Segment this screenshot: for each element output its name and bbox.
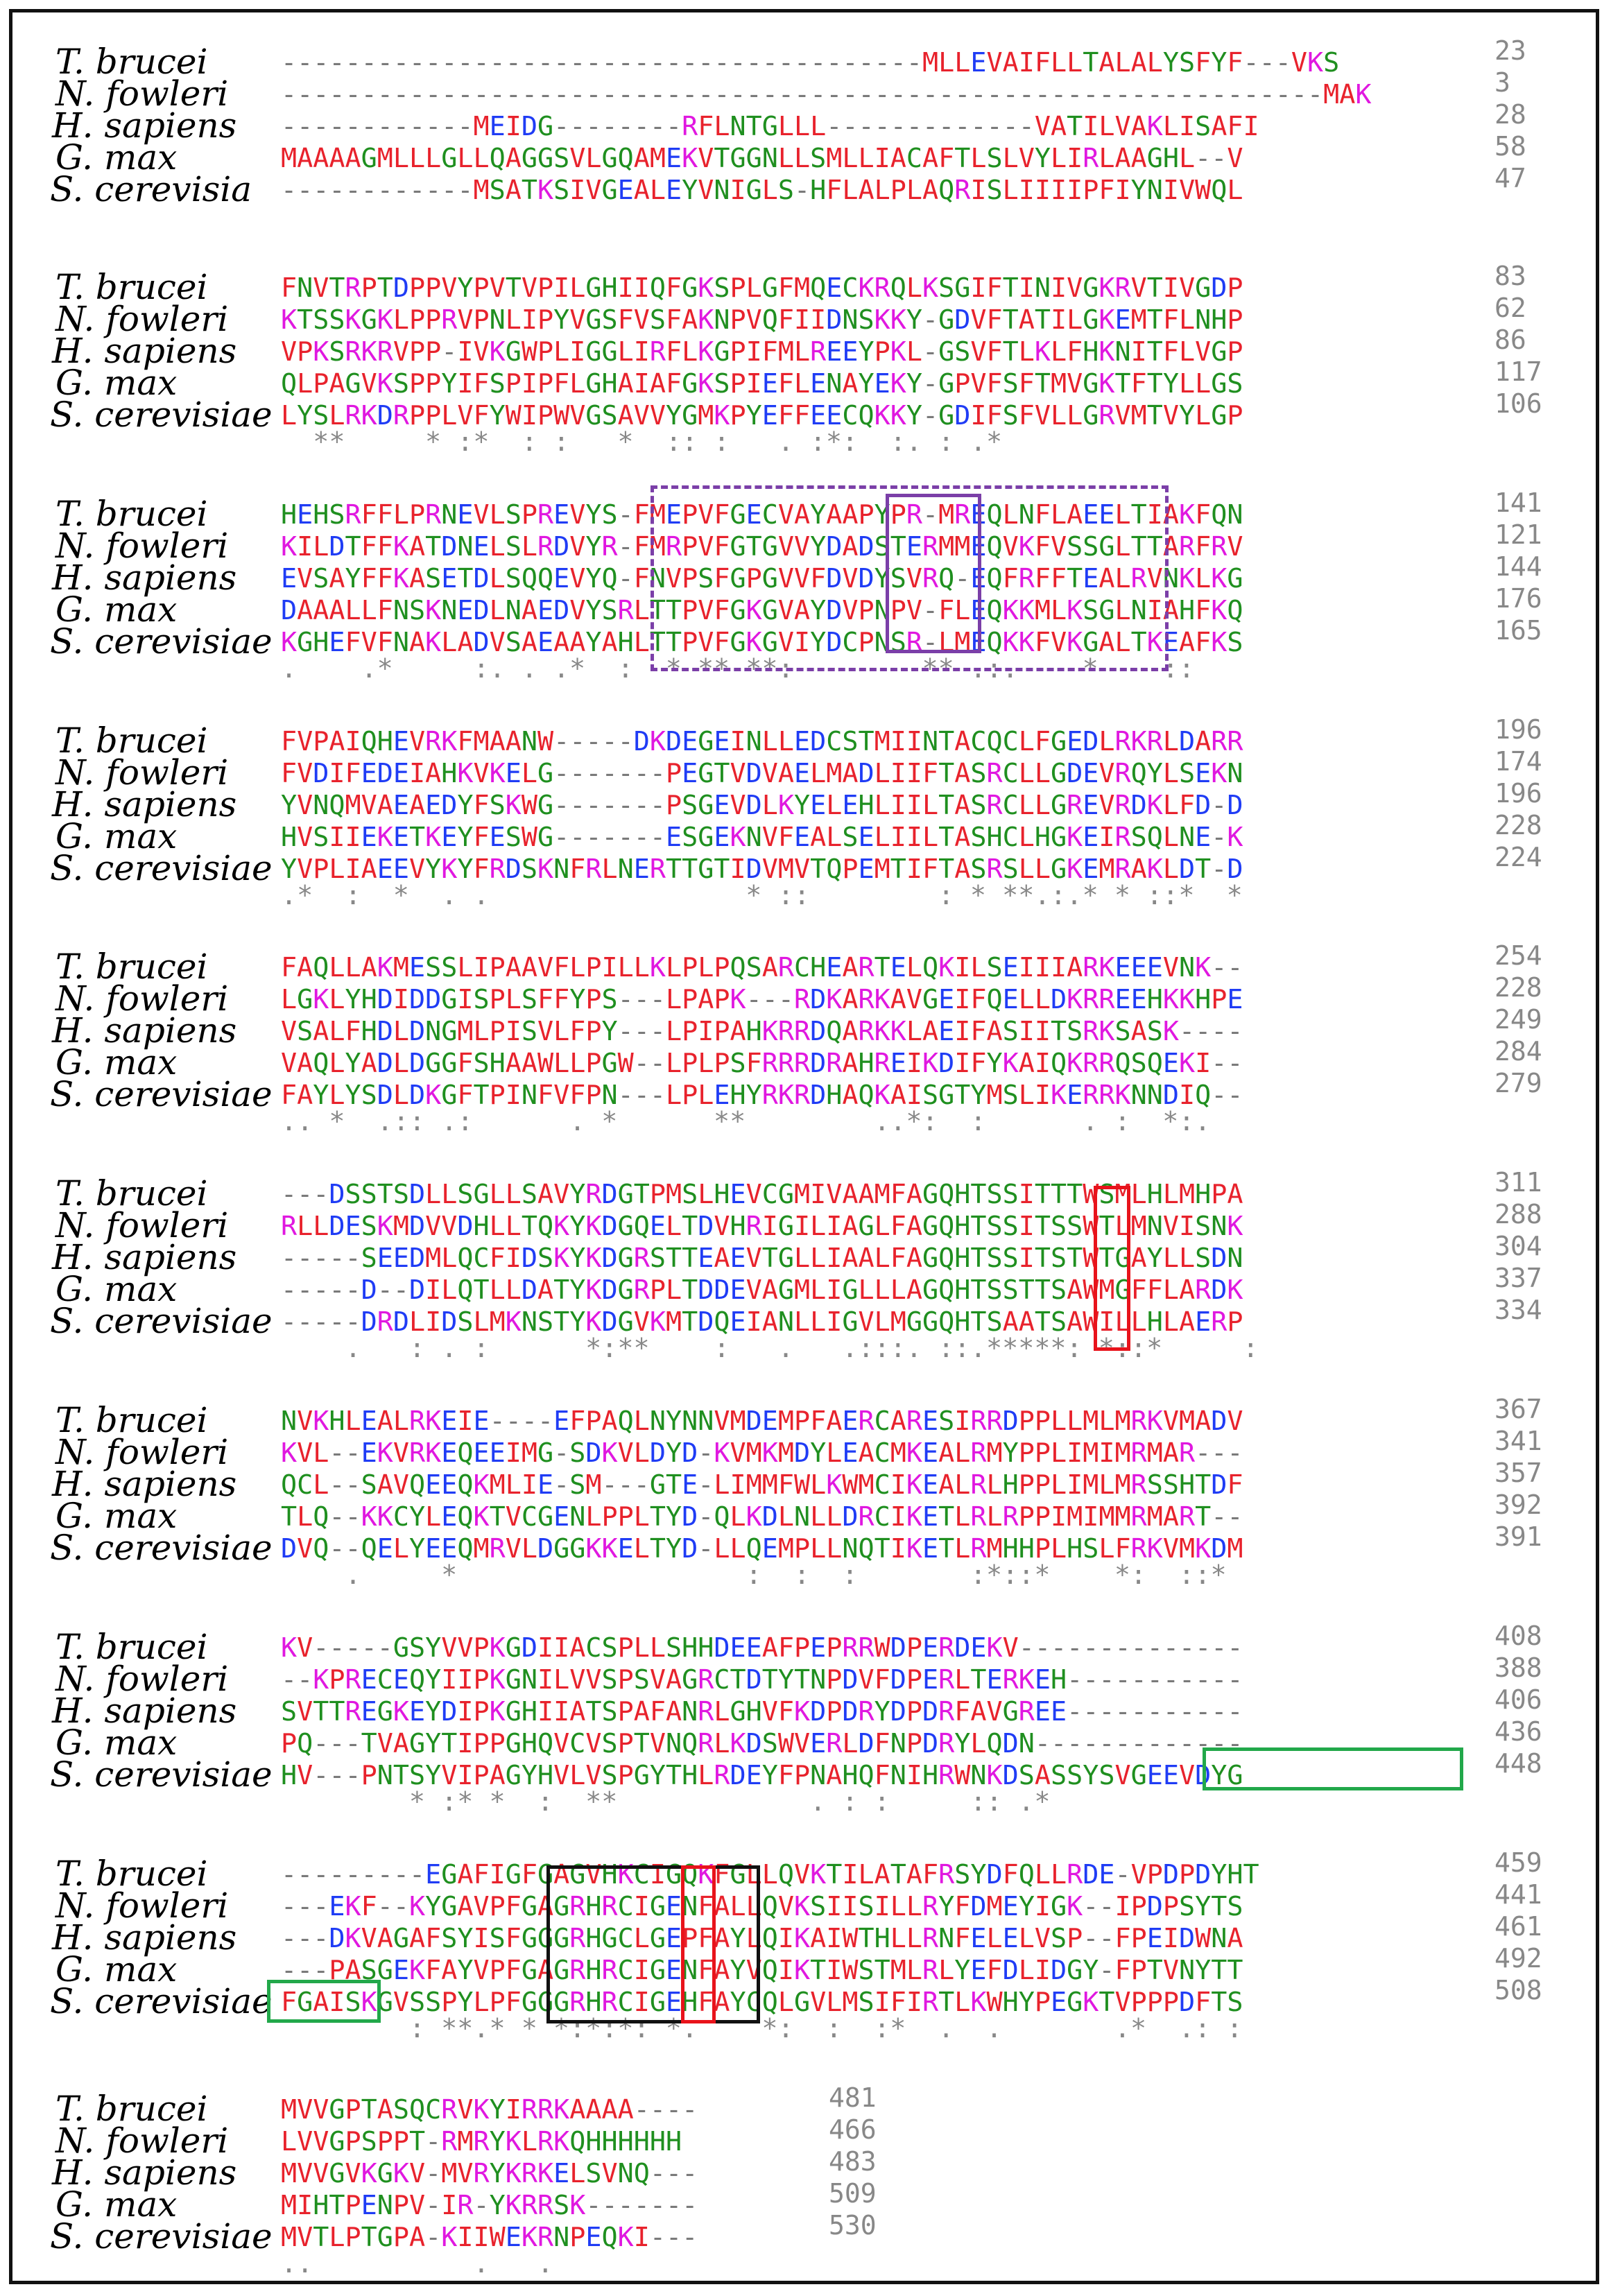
sequence-row: MVVGVKGKV-MVRYKRKELSVNQ---	[281, 2158, 698, 2189]
position-number: 408	[1494, 1621, 1542, 1651]
position-number: 228	[1494, 972, 1542, 1003]
species-name: N. fowleri	[55, 1659, 229, 1699]
sequence-row: VSALFHDLDNGMLPISVLFPY---LPIPAHKRRDQARKKLAEIFASIITSRKSASK----	[281, 1016, 1243, 1047]
species-name: H. sapiens	[52, 1917, 237, 1958]
sequence-row: HVSIIEKETKEYFESWG-------ESGEKNVFEALSELIILTASHCLHGKEIRSQLNE-K	[281, 822, 1243, 853]
conservation-row: .* : * . . * :: : * **.:.* * ::* *	[281, 880, 1243, 911]
sequence-row: MAAAAGMLLLGLLQAGGSVLGQAMEKVTGGNLLSMLLIACAFTLSLVYLIRLAAGHL--V	[281, 143, 1243, 174]
species-name: S. cerevisia	[50, 169, 252, 209]
sequence-row: -----------------------------------------------------------------MAK	[281, 79, 1372, 110]
species-name: N. fowleri	[55, 752, 229, 793]
sequence-row: KILDTFFKATDNELSLRDVYR-FMRPVFGTGVVYDADSTERMMEQVKFVSSGLTTARFRV	[281, 531, 1243, 562]
species-name: T. brucei	[55, 494, 208, 534]
species-name: S. cerevisiae	[50, 1301, 273, 1341]
position-number: 530	[829, 2210, 877, 2241]
conservation-row: .. * .:: .: . * ** ..*: : . : *:.	[281, 1106, 1211, 1137]
species-name: S. cerevisiae	[50, 2216, 273, 2256]
position-number: 106	[1494, 388, 1542, 419]
sequence-row: VPKSRKRVPP-IVKGWPLIGGLIRFLKGPIFMLREEYPKL-GSVFTLKLFHKNITFLVGP	[281, 336, 1243, 368]
species-name: T. brucei	[55, 947, 208, 987]
species-name: S. cerevisiae	[50, 621, 273, 662]
position-number: 392	[1494, 1490, 1542, 1520]
species-name: G. max	[55, 589, 178, 630]
sequence-row: VAQLYADLDGGFSHAAWLLPGW--LPLPSFRRRDRAHREIKDIFYKAIQKRRQSQEKI--	[281, 1048, 1243, 1079]
sequence-row: FGAISKGVSSPYLPFGGGRHRCIGEHFAYCQLGVLMSIFIRTLKWHYPEGKTVPPPDFTS	[281, 1987, 1243, 2018]
species-name: G. max	[55, 1496, 178, 1536]
conservation-row: . * : : : :*::* *: ::*	[281, 1560, 1227, 1591]
species-name: G. max	[55, 137, 178, 178]
sequence-row: -----SEEDMLQCFIDSKYKDGRSTTEAEVTGLLIAALFAGQHTSSITSTWTGAYLLSDN	[281, 1243, 1243, 1274]
position-number: 391	[1494, 1521, 1542, 1552]
position-number: 58	[1494, 131, 1526, 162]
sequence-row: FVPAIQHEVRKFMAANW-----DKDEGEINLLEDCSTMIINTACQCLFGEDLRKRLDARR	[281, 726, 1243, 757]
species-name: T. brucei	[55, 42, 208, 82]
sequence-row: ---DKVAGAFSYISFGGGRHGCLGEPFAYLQIKAIWTHLLRNFELELVSP--FPEIDWNA	[281, 1923, 1243, 1954]
species-name: H. sapiens	[52, 1691, 237, 1731]
species-name: H. sapiens	[52, 1010, 237, 1051]
position-number: 448	[1494, 1748, 1542, 1779]
position-number: 288	[1494, 1199, 1542, 1229]
position-number: 141	[1494, 487, 1542, 518]
sequence-row: ---EKF--KYGAVPFGAGRHRCIGENFALLQVKSIISILLRYFDMEYIGK--IPDPSYTS	[281, 1891, 1243, 1922]
sequence-row: FVDIFEDEIAHKVKELG-------PEGTVDVAELMADLIIFTASRCLLGDEVRQYLSEKN	[281, 758, 1243, 789]
position-number: 3	[1494, 67, 1510, 98]
cysteine-red-box	[681, 1865, 716, 2023]
green-insertion-box-bottom	[267, 1980, 381, 2023]
sequence-row: YVNQMVAEAEDYFSKWG-------PSGEVDLKYELEHLIILTASRCLLGREVRDKLFD-D	[281, 790, 1243, 821]
sequence-row: SVTTREGKEYDIPKGHIIATSPAFANRLGHVFKDPDRYDPDRFAVGREE-----------	[281, 1696, 1243, 1727]
species-name: H. sapiens	[52, 558, 237, 598]
conservation-row: .. . .	[281, 2248, 553, 2279]
position-number: 28	[1494, 99, 1526, 130]
position-number: 47	[1494, 163, 1526, 193]
sequence-row: LGKLYHDIDDGISPLSFFYPS---LPAPK---RDKARKAVGEIFQELLDKRREEHKKHPE	[281, 984, 1243, 1015]
sequence-row: HEHSRFFLPRNEVLSPREVYS-FMEPVFGECVAYAAPYPR-MREQLNFLAEELTIAKFQN	[281, 499, 1243, 530]
position-number: 83	[1494, 261, 1526, 291]
green-insertion-box-top	[1203, 1747, 1463, 1790]
species-name: H. sapiens	[52, 331, 237, 371]
species-name: N. fowleri	[55, 299, 229, 339]
heme-binding-black-box	[546, 1865, 760, 2023]
position-number: 249	[1494, 1004, 1542, 1035]
position-number: 196	[1494, 714, 1542, 745]
position-number: 174	[1494, 746, 1542, 777]
species-name: T. brucei	[55, 1400, 208, 1440]
conservation-row: ** * :* : : * :: : . :*: :. : .*	[281, 426, 1003, 458]
species-name: G. max	[55, 1949, 178, 1989]
sequence-row: FAQLLAKMESSLIPAAVFLPILLKLPLPQSARCHEARTELQKILSEIIIARKEEEVNK--	[281, 952, 1243, 983]
species-name: N. fowleri	[55, 1205, 229, 1245]
position-number: 483	[829, 2146, 877, 2177]
sequence-row: FAYLYSDLDKGFTPINFVFPN---LPLEHYRKRDHAQKAISGTYMSLIKERRKNNDIQ--	[281, 1080, 1243, 1111]
position-number: 337	[1494, 1263, 1542, 1293]
sequence-row: MVVGPTASQCRVKYIRRKAAAA----	[281, 2094, 698, 2125]
conservation-row: : **.* * *:*:*: *. *: : :* . . .* .: :	[281, 2013, 1243, 2044]
sequence-row: YVPLIAEEVYKYFRDSKNFRLNERTTGTIDVMVTQPEMTIFTASRSLLGKEMRAKLDT-D	[281, 854, 1243, 885]
sequence-row: ------------MEIDG--------RFLNTGLLL-------------VATILVAKLISAFI	[281, 111, 1259, 142]
species-name: G. max	[55, 816, 178, 856]
sequence-row: MVTLPTGPA-KIIWEKRNPEQKI---	[281, 2222, 698, 2253]
sequence-row: HV---PNTSYVIPAGYHVLVSPGYTHLRDEYFPNAHQFNIHRWNKDSASSYSVGEEVDYG	[281, 1760, 1243, 1791]
position-number: 121	[1494, 519, 1542, 550]
conservation-row: * :* * : ** . : : :: .*	[281, 1786, 1051, 1818]
position-number: 492	[1494, 1943, 1542, 1974]
species-name: N. fowleri	[55, 2121, 229, 2161]
species-name: T. brucei	[55, 267, 208, 307]
position-number: 388	[1494, 1652, 1542, 1683]
species-name: T. brucei	[55, 1627, 208, 1667]
species-name: T. brucei	[55, 1173, 208, 1214]
position-number: 357	[1494, 1458, 1542, 1488]
species-name: N. fowleri	[55, 1432, 229, 1472]
position-number: 304	[1494, 1231, 1542, 1261]
species-name: N. fowleri	[55, 74, 229, 114]
species-name: H. sapiens	[52, 1464, 237, 1504]
position-number: 341	[1494, 1426, 1542, 1456]
position-number: 466	[829, 2114, 877, 2145]
sequence-row: PQ---TVAGYTIPPGHQVCVSPTVNQRLKDSWVERLDFNPDRYLQDN-------------	[281, 1728, 1243, 1759]
species-name: H. sapiens	[52, 105, 237, 146]
sequence-row: LVVGPSPPT-RMRYKLRKQHHHHHH	[281, 2126, 682, 2157]
position-number: 117	[1494, 356, 1542, 387]
sequence-row: ---------EGAFIGFGAGVHKCIGQKFGLLQVKTILATAFRSYDFQLLRDE-VPDPDYHT	[281, 1859, 1259, 1890]
sequence-row: DAAALLFNSKNEDLNAEDVYSRLTTPVFGKGVAYDVPNPV-FLEQKKMLKSGLNIAHFKQ	[281, 595, 1243, 626]
species-name: S. cerevisiae	[50, 1981, 273, 2021]
species-name: G. max	[55, 2184, 178, 2225]
sequence-row: -----D--DILQTLLDATYKDGRPLTDDEVAGMLIGLLLAGQHTSSTTSAWMGFFLARDK	[281, 1275, 1243, 1306]
species-name: N. fowleri	[55, 978, 229, 1019]
sequence-row: KV-----GSYVVPKGDIIACSPLLSHHDEEAFPEPRRWDPERDEKV--------------	[281, 1632, 1243, 1664]
position-number: 224	[1494, 842, 1542, 872]
position-number: 367	[1494, 1394, 1542, 1424]
position-number: 196	[1494, 778, 1542, 809]
species-name: N. fowleri	[55, 1885, 229, 1926]
sequence-row: FNVTRPTDPPVYPVTVPILGHIIQFGKSPLGFMQECKRQLKSGIFTINIVGKRVTIVGDP	[281, 273, 1243, 304]
species-name: G. max	[55, 363, 178, 403]
position-number: 165	[1494, 615, 1542, 646]
species-name: G. max	[55, 1269, 178, 1309]
position-number: 459	[1494, 1847, 1542, 1878]
sequence-row: QLPAGVKSPPYIFSPIPFLGHAIAFGKSPIEFLENAYEKY-GPVFSFTMVGKTFTYLLGS	[281, 368, 1243, 399]
position-number: 86	[1494, 325, 1526, 355]
sequence-row: TLQ--KKCYLEQKTVCGENLPPLTYD-QLKDLNLLDRCIKETLRLRPPIMIMMRMART--	[281, 1501, 1243, 1533]
sequence-row: ---DSSTSDLLSGLLSAVYRDGTPMSLHEVCGMIVAAMFAGQHTSSITTTWSMLHLMHPA	[281, 1179, 1243, 1210]
sequence-row: LYSLRKDRPPLVFYWIPWVGSAVVYGMKPYEFFEECQKKY-GDIFSFVLLGRVMTVYLGP	[281, 400, 1243, 431]
sequence-row: NVKHLEALRKEIE----EFPAQLNYNNVMDEMPFAERCARESIRRDPPLLMLMRKVMADV	[281, 1406, 1243, 1437]
conservation-row: . : . : *:** : . .:::. ::.*****: *::* :	[281, 1333, 1259, 1364]
sequence-row: QCL--SAVQEEQKMLIE-SM---GTE-LIMMFWLKWMCIKEALRLHPPLIMLMRSSHTDF	[281, 1469, 1243, 1501]
position-number: 254	[1494, 940, 1542, 971]
species-name: G. max	[55, 1042, 178, 1082]
sequence-row: MIHTPENPV-IR-YKRRSK-------	[281, 2190, 698, 2221]
position-number: 334	[1494, 1295, 1542, 1325]
position-number: 62	[1494, 293, 1526, 323]
position-number: 508	[1494, 1975, 1542, 2005]
sequence-row: KGHEFVFNAKLADVSAEAAYAHLTTPVFGKGVIYDCPNSR-LMEQKKFVKGALTKEAFKS	[281, 627, 1243, 658]
position-number: 23	[1494, 35, 1526, 66]
sequence-row: KTSSKGKLPPRVPNLIPYVGSFVSFAKNPVQFIIDNSKKY-GDVFTATILGKEMTFLNHP	[281, 304, 1243, 336]
species-name: T. brucei	[55, 1854, 208, 1894]
sequence-row: ----------------------------------------MLLEVAIFLLTALALYSFYF---VKS	[281, 47, 1340, 78]
species-name: H. sapiens	[52, 2152, 237, 2193]
position-number: 436	[1494, 1716, 1542, 1747]
position-number: 284	[1494, 1036, 1542, 1067]
position-number: 481	[829, 2082, 877, 2113]
sequence-row: ------------MSATKSIVGEALEYVNIGLS-HFLALPLAQRISLIIIIPFIYNIVWQL	[281, 175, 1243, 206]
sequence-row: --KPRECEQYIIPKGNILVVSPSVAGRCTDTYTNPDVFDPERLTERKEH-----------	[281, 1664, 1243, 1695]
species-name: S. cerevisiae	[50, 1074, 273, 1114]
position-number: 176	[1494, 583, 1542, 614]
species-name: S. cerevisiae	[50, 1528, 273, 1568]
species-name: T. brucei	[55, 2089, 208, 2129]
species-name: S. cerevisiae	[50, 1754, 273, 1795]
species-name: N. fowleri	[55, 526, 229, 566]
position-number: 228	[1494, 810, 1542, 840]
position-number: 461	[1494, 1911, 1542, 1942]
position-number: 441	[1494, 1879, 1542, 1910]
species-name: G. max	[55, 1723, 178, 1763]
position-number: 279	[1494, 1068, 1542, 1098]
species-name: T. brucei	[55, 720, 208, 761]
position-number: 311	[1494, 1167, 1542, 1198]
species-name: S. cerevisiae	[50, 848, 273, 888]
species-name: S. cerevisiae	[50, 395, 273, 435]
conservation-row: . .* :. . .* : * ** **: ** .:. * ::	[281, 653, 1195, 684]
species-name: H. sapiens	[52, 1237, 237, 1277]
sequence-row: DVQ--QELYEEQMRVLDGGKKELTYD-LLQEMPLLNQTIKETLRMHHPLHSLFRKVMKDM	[281, 1533, 1243, 1564]
sequence-row: -----DRDLIDSLMKNSTYKDGVKMTDQEIANLLIGVLMGGQHTSAATSAWILLHLAERP	[281, 1306, 1243, 1338]
position-number: 144	[1494, 551, 1542, 582]
sequence-row: KVL--EKVRKEQEEIMG-SDKVLDYD-KVMKMDYLEACMKEALRMYPPLIMIMRMAR---	[281, 1438, 1243, 1469]
sequence-row: RLLDESKMDVVDHLLTQKYKDGQELTDVHRIGILIAGLFAGQHTSSITSSWTLMNVISNK	[281, 1211, 1243, 1242]
sequence-row: EVSAYFFKASETDLSQQEVYQ-FNVPSFGPGVVFDVDYSVRQ-EQFRFFTEALRVNKLKG	[281, 563, 1243, 594]
conserved-threonine-box	[1094, 1186, 1130, 1351]
species-name: H. sapiens	[52, 784, 237, 825]
position-number: 406	[1494, 1684, 1542, 1715]
sequence-row: ---PASGEKFAYVPFGAGRHRCIGENFAYVQIKTIWSTMLRLYEFDLIDGY-FPTVNYTT	[281, 1955, 1243, 1986]
position-number: 509	[829, 2178, 877, 2209]
motif-solid-box	[886, 494, 981, 653]
